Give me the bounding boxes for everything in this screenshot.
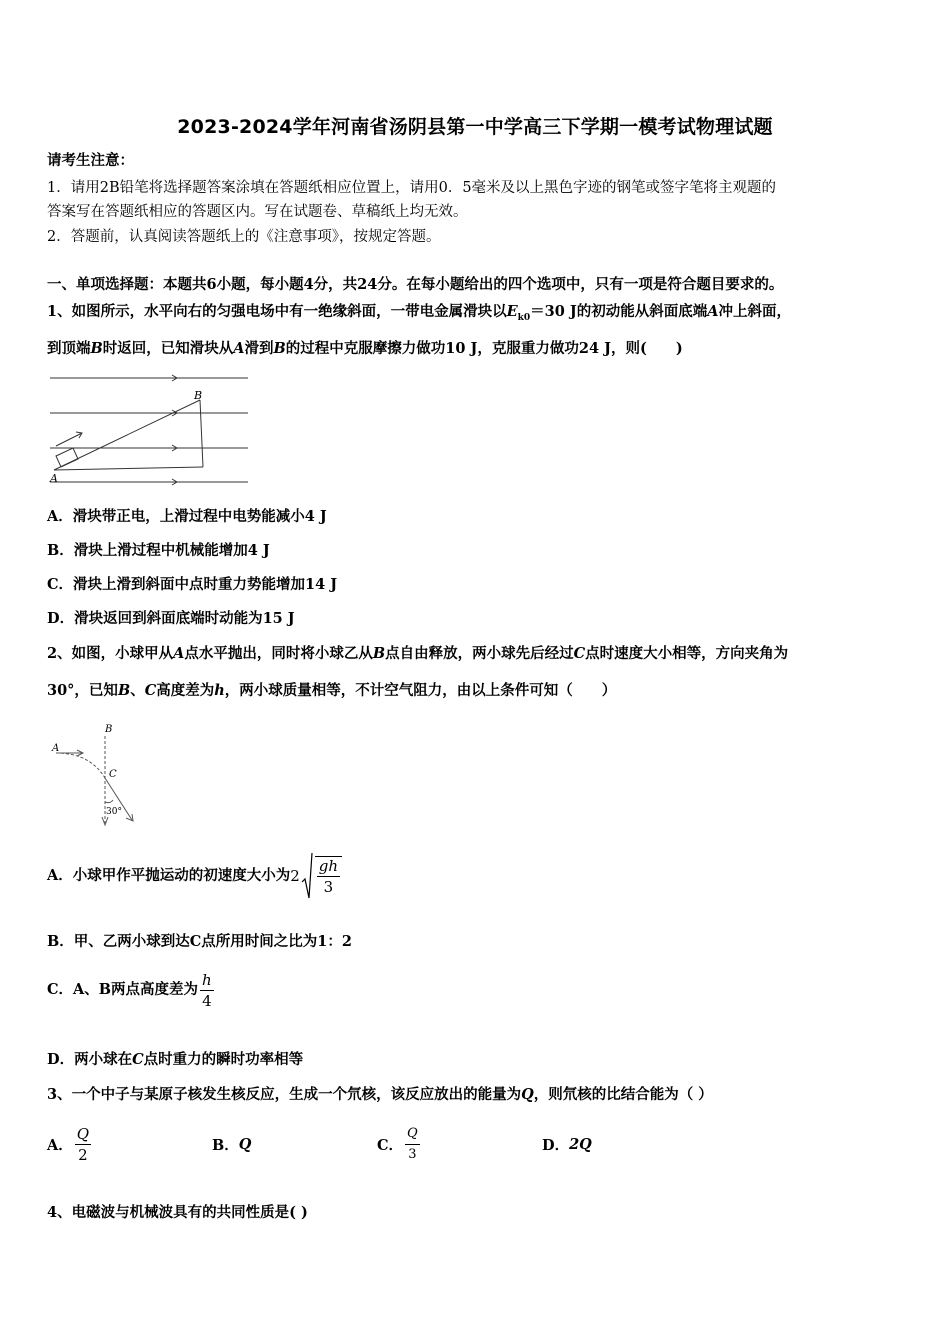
formula-fraction: $\frac{h}{4}$ (202, 970, 212, 1010)
question-2-line-2: 30°，已知B、C高度差为h，两小球质量相等，不计空气阻力，由以上条件可知（ ） (47, 682, 617, 699)
question-2-line-1: 2、如图，小球甲从A点水平抛出，同时将小球乙从B点自由释放，两小球先后经过C点时速度大小相等，方向夹角为 (47, 645, 789, 662)
notice-item-2: 2．答题前，认真阅读答题纸上的《注意事项》，按规定答题。 (47, 229, 441, 245)
figure-label-b: B (194, 389, 203, 402)
figure-label-a: A (52, 743, 60, 754)
question-3-line-1: 3、一个中子与某原子核发生核反应，生成一个氘核，该反应放出的能量为Q，则氘核的比结合能为（ ） (47, 1086, 713, 1103)
question-3-option-a: A． $\frac{Q}{2}$ (47, 1124, 90, 1164)
notice-item-1-cont: 答案写在答题纸相应的答题区内。写在试题卷、草稿纸上均无效。 (47, 204, 468, 220)
question-2-option-b: B．甲、乙两小球到达C点所用时间之比为1：2 (47, 933, 352, 950)
figure-angle-label: 30° (106, 807, 122, 817)
question-2-option-c: C．A、B两点高度差为 $\frac{h}{4}$ (47, 970, 212, 1010)
incline-figure (48, 370, 258, 490)
projectile-figure (48, 718, 148, 833)
figure-label-b: B (105, 724, 113, 735)
notice-heading: 请考生注意： (47, 152, 134, 169)
formula-sqrt: 2 $\frac{gh}{3}$ (290, 852, 344, 900)
question-2-option-a: A．小球甲作平抛运动的初速度大小为 2 $\frac{gh}{3}$ (47, 850, 344, 902)
question-1-line-1: 1、如图所示，水平向右的匀强电场中有一绝缘斜面，一带电金属滑块以$E_{k0}=30$ J的初动能从斜面底端A冲上斜面， (47, 303, 792, 323)
notice-item-1: 1．请用2B铅笔将选择题答案涂填在答题纸相应位置上，请用0．5毫米及以上黑色字迹的钢笔或签字笔将主观题的 (47, 180, 777, 196)
question-1-option-d: D．滑块返回到斜面底端时动能为15 J (47, 610, 295, 627)
figure-label-c: C (109, 769, 117, 780)
page-title: 2023-2024学年河南省汤阴县第一中学高三下学期一模考试物理试题 (177, 116, 773, 138)
question-3-option-c: C． $\frac{Q}{3}$ (377, 1125, 418, 1162)
question-3-option-b: B． Q (212, 1135, 252, 1154)
question-1-option-b: B．滑块上滑过程中机械能增加4 J (47, 542, 270, 559)
question-1-option-c: C．滑块上滑到斜面中点时重力势能增加14 J (47, 576, 338, 593)
section-heading: 一、单项选择题：本题共6小题，每小题4分，共24分。在每小题给出的四个选项中，只有一项是符合题目要求的。 (47, 276, 784, 293)
sqrt-sign-icon (301, 852, 313, 900)
question-1-line-2: 到顶端B时返回，已知滑块从A滑到B的过程中克服摩擦力做功10 J，克服重力做功24 J，则( ) (47, 340, 683, 357)
figure-label-a: A (50, 472, 58, 485)
question-1-option-a: A．滑块带正电，上滑过程中电势能减小4 J (47, 508, 327, 525)
question-3-option-d: D． 2Q (542, 1135, 592, 1154)
question-4-line-1: 4、电磁波与机械波具有的共同性质是( ) (47, 1204, 308, 1221)
question-2-option-d: D．两小球在C点时重力的瞬时功率相等 (47, 1051, 304, 1068)
